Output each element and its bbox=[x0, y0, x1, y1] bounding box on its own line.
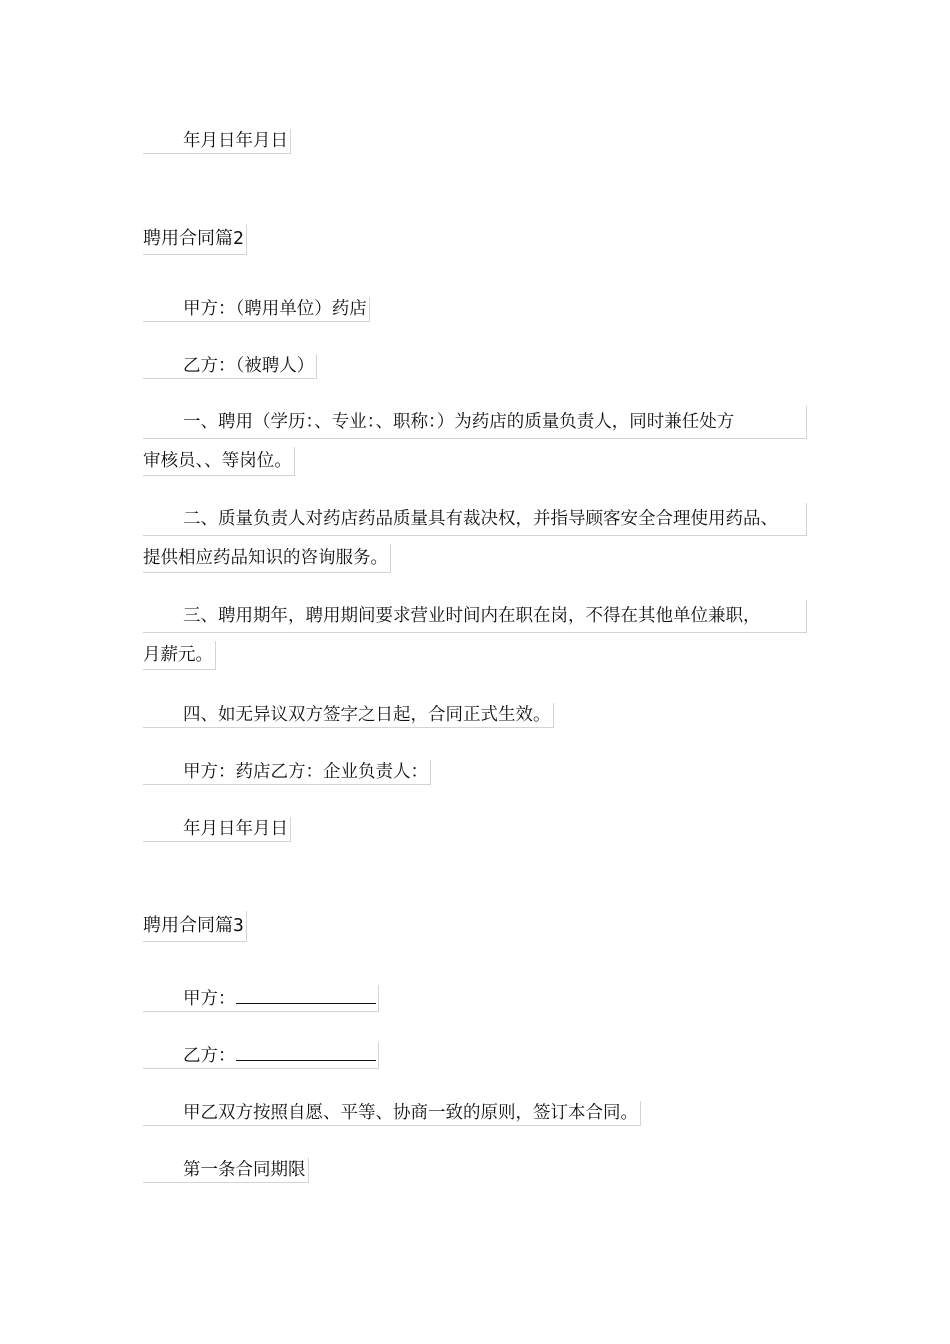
date-text-2: 年月日年月日 bbox=[143, 817, 291, 842]
signature-text: 甲方：药店乙方：企业负责人： bbox=[143, 760, 431, 785]
date-line-1 bbox=[143, 129, 291, 154]
party-a-line bbox=[143, 297, 370, 322]
party-b-blank bbox=[236, 1042, 376, 1061]
clause-1-line-1: 一、聘用（学历：、专业：、职称：）为药店的质量负责人，同时兼任处方 bbox=[143, 406, 807, 439]
date-line-2 bbox=[143, 817, 291, 842]
party-b-line bbox=[143, 354, 317, 379]
section-heading-2: 聘用合同篇2 bbox=[143, 224, 247, 255]
signature-line bbox=[143, 760, 431, 785]
party-a-line-3 bbox=[143, 985, 379, 1012]
clause-1 bbox=[143, 406, 807, 482]
party-a-label: 甲方： bbox=[183, 989, 236, 1009]
intro-text: 甲乙双方按照自愿、平等、协商一致的原则，签订本合同。 bbox=[143, 1101, 641, 1126]
party-a-text: 甲方：（聘用单位）药店 bbox=[143, 297, 370, 322]
party-b-line-3 bbox=[143, 1042, 379, 1069]
clause-1-line-2: 审核员、、等岗位。 bbox=[143, 447, 295, 476]
party-b-text: 乙方：（被聘人） bbox=[143, 354, 317, 379]
party-a-blank bbox=[236, 985, 376, 1004]
article-1-line bbox=[143, 1158, 309, 1183]
clause-3-line-1: 三、聘用期年，聘用期间要求营业时间内在职在岗，不得在其他单位兼职， bbox=[143, 600, 807, 633]
intro-line bbox=[143, 1101, 641, 1126]
clause-2-line-1: 二、质量负责人对药店药品质量具有裁决权，并指导顾客安全合理使用药品、 bbox=[143, 503, 807, 536]
clause-4-line bbox=[143, 703, 554, 728]
clause-2 bbox=[143, 503, 807, 579]
party-b-field bbox=[143, 1042, 379, 1069]
article-1-title: 第一条合同期限 bbox=[143, 1158, 309, 1183]
clause-3-line-2: 月薪元。 bbox=[143, 641, 216, 670]
party-b-label: 乙方： bbox=[183, 1046, 236, 1066]
section-heading-3: 聘用合同篇3 bbox=[143, 911, 247, 942]
party-a-field bbox=[143, 985, 379, 1012]
clause-3 bbox=[143, 600, 807, 676]
date-text: 年月日年月日 bbox=[143, 129, 291, 154]
clause-4-text: 四、如无异议双方签字之日起，合同正式生效。 bbox=[143, 703, 554, 728]
clause-2-line-2: 提供相应药品知识的咨询服务。 bbox=[143, 544, 391, 573]
